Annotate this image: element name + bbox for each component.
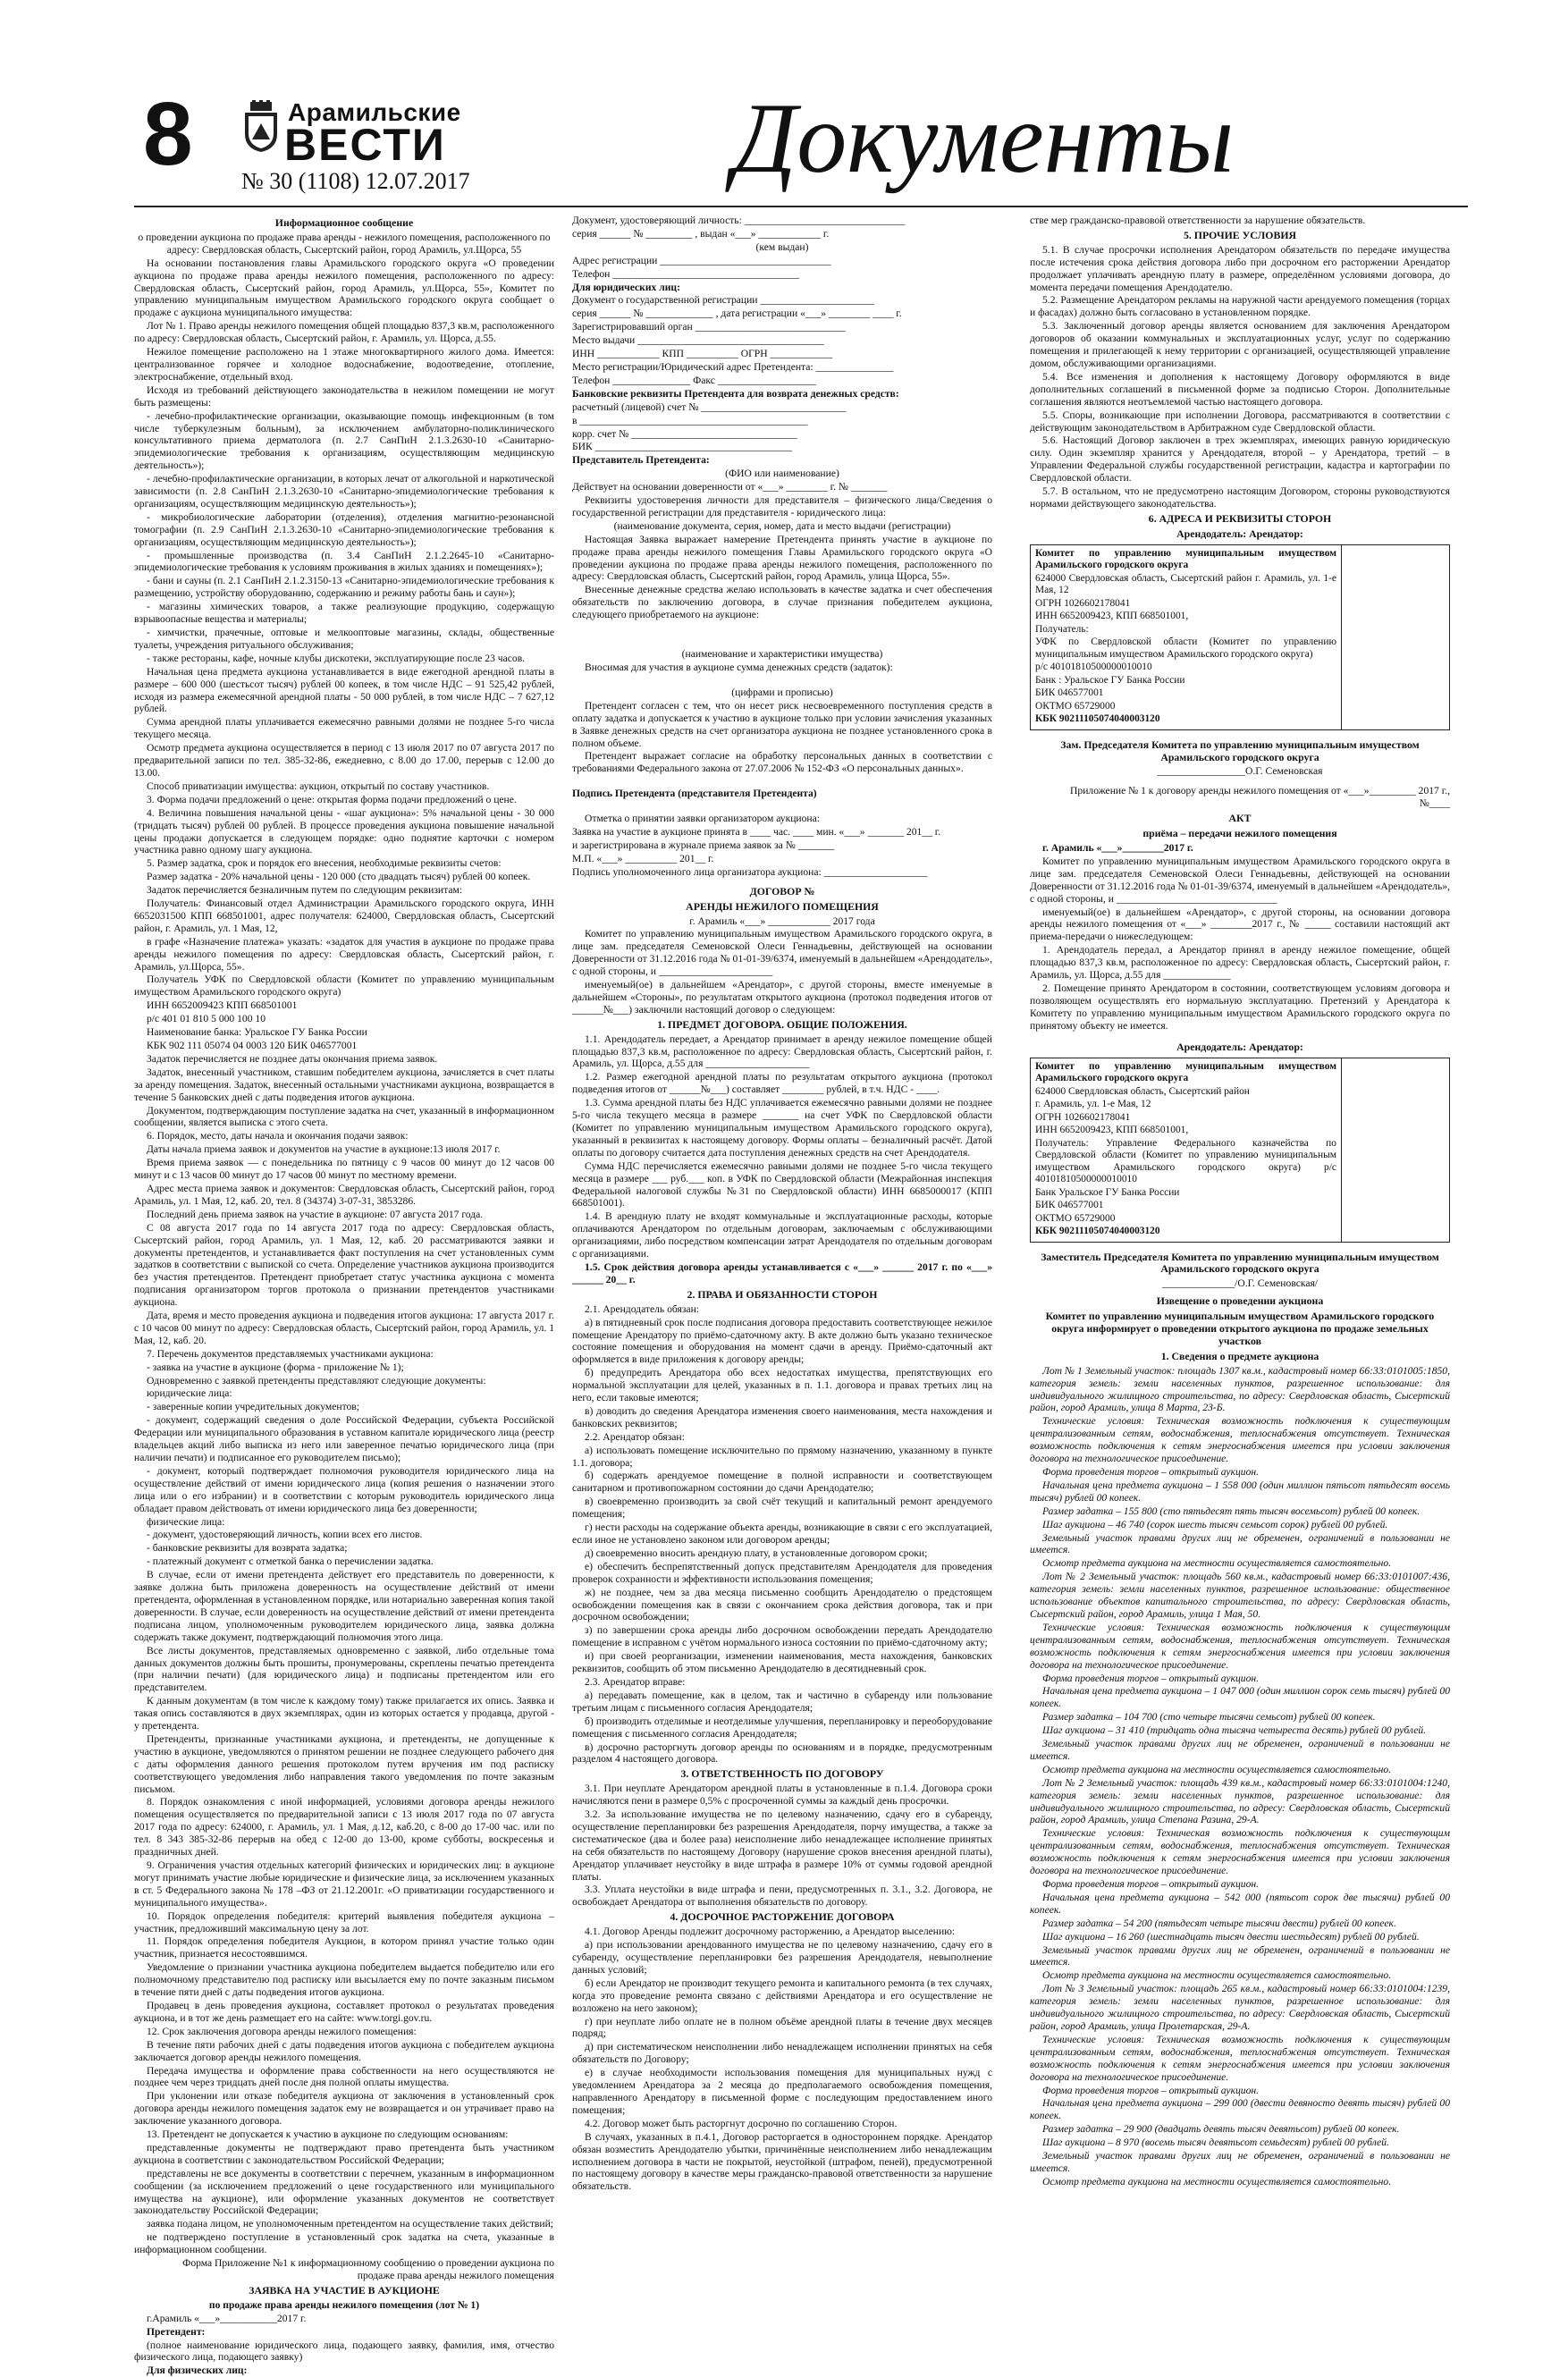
section-heading: 4. ДОСРОЧНОЕ РАСТОРЖЕНИЕ ДОГОВОРА (670, 1910, 895, 1924)
lot-description: Лот № 2 Земельный участок: площадь 560 кв.м., кадастровый номер 66:33:0101007:436, категория земель: земли населенных пунктов, разрешенное использование: общественное использование объектов капитального строительства, по адресу: Свердловская область, Сысертский район, город Арамиль, улица 1 Мая, 50. (1030, 1571, 1450, 1620)
requisite-line: Получатель: (1035, 623, 1089, 635)
paragraph: В случаях, указанных в п.4.1, Договор расторгается в одностороннем порядке. Арендатор обязан возместить Арендодателю убытки, причинённые неисполнением либо ненадлежащим исполнением договора в части не покрытой, неустойкой (штрафом, пеней), предусмотренной по настоящему договору в качестве меры гражданско-правовой ответственности за нарушение обязательств. (572, 2130, 992, 2193)
requisite-line: КБК 90211105074040003120 (1035, 1226, 1160, 1236)
paragraph: - документ, удостоверяющий личность, копии всех его листов. (147, 1529, 423, 1541)
paragraph: - документ, содержащий сведения о доле Российской Федерации, субъекта Российской Федерации или муниципального образования в уставном капитале юридического лица (реестр владельцев акций либо выписка из него или заверенное печатью юридического лица (при наличии печати) и подписанное его руководителем письмо); (134, 1414, 554, 1463)
signatory-title: Зам. Председателя Комитета по управлению муниципальным имуществом Арамильского городского округа (1060, 738, 1420, 763)
brand-name-top: Арамильские (288, 98, 461, 126)
paragraph: 1.1. Арендодатель передает, а Арендатор принимает в аренду нежилое помещение общей площадью 837,3 кв.м, расположенное по адресу: Свердловская область, Сысертский район, г. Арамиль, ул. Щорса, д.55 для ____________________ (572, 1033, 992, 1070)
paragraph: 2.2. Арендатор обязан: (585, 1430, 685, 1443)
paragraph: С 08 августа 2017 года по 14 августа 2017 года по адресу: Свердловская область, Сысертский район, город Арамиль, ул. 1 Мая, 12, каб. 20 рассматриваются заявки и документы претендентов, и устанавливается факт поступления на счет установленных сумм задатков в соответствии с выпиской со счета. Определение участников аукциона производится без участия претендентов. Претендент приобретает статус участника аукциона с момента подписания организатором торгов протокола о признании претендентов участниками аукциона. (134, 1221, 554, 1309)
paragraph: Получатель УФК по Свердловской области (Комитет по управлению муниципальным имуществом Арамильского городского округа) (134, 974, 554, 999)
paragraph: не подтверждено поступление в установленный срок задатка на счета, указанные в информационном сообщении. (134, 2231, 554, 2256)
section-heading: 2. ПРАВА И ОБЯЗАННОСТИ СТОРОН (687, 1287, 878, 1301)
signatory-name: ______________/О.Г. Семеновская/ (1161, 1277, 1319, 1290)
annex-label: Приложение № 1 к договору аренды нежилого помещения от «___»_________ 2017 г., №____ (1070, 785, 1450, 810)
form-date: г.Арамиль «___»___________2017 г. (147, 2312, 307, 2324)
paragraph: 6. Порядок, место, даты начала и окончания подачи заявок: (147, 1130, 409, 1142)
paragraph: Шаг аукциона – 31 410 (тридцать одна тысяча четыреста десять) рублей 00 рублей. (1042, 1724, 1427, 1737)
paragraph: 5.7. В остальном, что не предусмотрено настоящим Договором, стороны руководствуются нормами действующего законодательства. (1030, 485, 1450, 510)
coat-of-arms-icon (241, 100, 281, 154)
paragraph: 2.1. Арендодатель обязан: (585, 1302, 699, 1315)
applicant-label: Претендент: (147, 2325, 206, 2338)
signature-label: Подпись Претендента (представителя Претендента) (572, 788, 817, 800)
paragraph: 5. Размер задатка, срок и порядок его внесения, необходимые реквизиты счетов: (147, 857, 502, 870)
paragraph: В случае, если от имени претендента действует его представитель по доверенности, к заявке должна быть приложена доверенность на осуществление действий от имени претендента, оформленная в установленном порядке, или нотариально заверенная копия такой доверенности. В случае, если доверенность на осуществление действий от имени претендента подписана лицом, уполномоченным руководителем юридического лица, заявка должна содержать также документ, подтверждающий полномочия этого лица. (134, 1569, 554, 1643)
requisite-line: БИК 046577001 (1035, 1200, 1104, 1210)
paragraph: 5.6. Настоящий Договор заключен в трех экземплярах, имеющих равную юридическую силу. Один экземпляр хранится у Арендодателя, второй – у Арендатора, третий – в Управлении Федеральной службы государственной регистрации, кадастра и картографии по Свердловской области. (1030, 434, 1450, 485)
paragraph: Технические условия: Техническая возможность подключения к существующим централизованным сетям, водоснабжения, теплоснабжения отсутствует. Техническая возможность подключения к сетям энергоснабжения имеется при условии заключения договора на технологическое присоединение. (1030, 1415, 1450, 1465)
paragraph: К данным документам (в том числе к каждому тому) также прилагается их опись. Заявка и такая опись составляются в двух экземплярах, один из которых остается у продавца, другой - у претендента. (134, 1695, 554, 1732)
paragraph: 11. Порядок определения победителя Аукцион, в котором принял участие только один участник, признается несостоявшимся. (134, 1935, 554, 1960)
paragraph: ИНН 6652009423 КПП 668501001 (147, 999, 298, 1012)
requisite-line: ОКТМО 65729000 (1035, 1212, 1116, 1224)
paragraph: физические лица: (147, 1515, 225, 1528)
paragraph: именуемый(ое) в дальнейшем «Арендатор», с другой стороны, на основании договора аренды нежилого помещения от «___» ________2017 г., № _____ составили настоящий акт приема-передачи о нижеследующем: (1030, 906, 1450, 943)
requisite-line: г. Арамиль, ул. 1-е Мая, 12 (1035, 1099, 1151, 1109)
paragraph: В течение пяти рабочих дней с даты подведения итогов аукциона с победителем аукциона заключается договор аренды нежилого помещения. (134, 2038, 554, 2063)
paragraph: Нежилое помещение расположено на 1 этаже многоквартирного жилого дома. Имеется: централизованное горячее и холодное водоснабжение, водоотведение, отопление, электроснабжение, отдельный вход. (134, 346, 554, 383)
paragraph: - промышленные производства (п. 3.4 СанПиН 2.1.2.2645-10 «Санитарно-эпидемиологические требования к условиям проживания в жилых зданиях и помещениях»); (134, 549, 554, 574)
paragraph: Сумма НДС перечисляется ежемесячно равными долями не позднее 5-го числа текущего месяца в размере ___ руб.___ коп. в УФК по Свердловской области (Межрайонная инспекция Федеральной налоговой службы №31 по Свердловской области) ИНН 6685000017 (КПП 668501001). (572, 1159, 992, 1210)
form-line: М.П. «___» __________ 201__ г. (572, 852, 714, 864)
paragraph: б) если Арендатор не производит текущего ремонта и капитального ремонта (в тех случаях, когда это проведение ремонта связано с действиями Арендатора и его осуществление не возложено на него законом); (572, 1977, 992, 2014)
paragraph: Комитет по управлению муниципальным имуществом Арамильского городского округа в лице зам. председателя Семеновской Олеси Геннадьевны, действующей на основании Доверенности от 31.12.2016 года № 01-01-39/6374, именуемый в дальнейшем «Арендодатель», с одной стороны, и _______________________________ (1030, 855, 1450, 905)
act-place: г. Арамиль «___»________2017 г. (1042, 842, 1193, 854)
paragraph: в) доводить до сведения Арендатора изменения своего наименования, места нахождения и банковских реквизитов; (572, 1404, 992, 1429)
paragraph: - бани и сауны (п. 2.1 СанПиН 2.1.2.3150-13 «Санитарно-эпидемиологические требования к размещению, устройству оборудованию, содержанию и режиму работы бань и саун»); (134, 575, 554, 600)
requisite-line: ОГРН 1026602178041 (1035, 597, 1131, 609)
form-line: БИК ______________________________________ (572, 441, 792, 453)
requisites-table (1030, 544, 1450, 730)
paragraph: Отметка о принятии заявки организатором аукциона: (585, 813, 820, 825)
paragraph: 5.5. Споры, возникающие при исполнении Договора, рассматриваются в соответствии с действующим законодательством в Арбитражном суде Свердловской области. (1030, 409, 1450, 434)
paragraph: а) в пятидневный срок после подписания договора предоставить соответствующее нежилое помещение Арендатору по приёмо-сдаточному акту. В акте должно быть указано техническое состояние помещения и оборудования на момент сдачи в аренду. Приёмо-сдаточный акт оформляется в виде приложения к договору аренды; (572, 1316, 992, 1366)
paragraph: 10. Порядок определения победителя: критерий выявления победителя аукциона – участник, предложивший максимальную цену за лот. (134, 1909, 554, 1934)
form-line: Место регистрации/Юридический адрес Претендента: _______________ (572, 360, 894, 373)
paragraph: Дата, время и место проведения аукциона и подведения итогов аукциона: 17 августа 2017 г. с 10 часов 00 минут по адресу: Свердловская область, Сысертский район, город Арамиль, ул. 1 Мая, 12, каб. 20. (134, 1310, 554, 1346)
paragraph: е) в случае необходимости использования помещения для муниципальных нужд с уведомлением Арендатора за 2 месяца до предполагаемого освобождения помещения, направленного Арендатору в письменной форме с последующим предоставлением иного помещения; (572, 2067, 992, 2116)
paragraph: а) передавать помещение, как в целом, так и частично в субаренду или пользование третьим лицам с письменного согласия Арендодателя; (572, 1689, 992, 1714)
paragraph: Способ приватизации имущества: аукцион, открытый по составу участников. (147, 780, 490, 792)
form-line: Документ, удостоверяющий личность: _______________________________ (572, 215, 906, 226)
paragraph: б) содержать арендуемое помещение в полной исправности и соответствующем санитарном и противопожарном состоянии до сдачи Арендодателю; (572, 1470, 992, 1495)
paragraph: Земельный участок правами других лиц не обременен, ограничений в пользовании не имеется. (1030, 1943, 1450, 1968)
requisite-line: Банк : Уральское ГУ Банка России (1035, 674, 1185, 686)
form-line: в ____________________________________________ (572, 414, 808, 426)
lessee-requisites (1342, 1058, 1449, 1242)
form-line: ИНН ____________ КПП __________ ОГРН ____________ (572, 348, 833, 360)
notice-lead: Комитет по управлению муниципальным имуществом Арамильского городского округа информирует о проведении открытого аукциона по продаже земельных участков (1045, 1310, 1435, 1347)
form-line: расчетный (лицевой) счет № ____________________________ (572, 400, 847, 413)
requisite-line: БИК 046577001 (1035, 687, 1104, 699)
form-line: Подпись уполномоченного лица организатора аукциона: ____________________ (572, 865, 928, 878)
requisite-line: Банк Уральское ГУ Банка России (1035, 1186, 1180, 1198)
requisite-line: 624000 Свердловская область, Сысертский район г. Арамиль, ул. 1-е Мая, 12 (1035, 572, 1336, 596)
form-line: Зарегистрировавший орган _____________________________ (572, 321, 846, 333)
paragraph: Претендент выражает согласие на обработку персональных данных в соответствии с требованиями Федерального закона от 27.07.2006 № 152-ФЗ «О персональных данных». (572, 750, 992, 775)
requisite-line: р/с 40101810500000010010 (1035, 662, 1152, 673)
form-line: Место выдачи ____________________________________ (572, 334, 824, 347)
paragraph: - платежный документ с отметкой банка о перечислении задатка. (147, 1555, 434, 1568)
lessee-requisites (1342, 545, 1449, 729)
paragraph: Задаток перечисляется безналичным путем по следующим реквизитам: (147, 884, 463, 897)
paragraph: Земельный участок правами других лиц не обременен, ограничений в пользовании не имеется. (1030, 1531, 1450, 1556)
requisites-table (1030, 1058, 1450, 1243)
form-line: Документ о государственной регистрации ______________________ (572, 294, 874, 307)
form-line: и зарегистрирована в журнале приема заявок за № _______ (572, 839, 835, 851)
paragraph: в) своевременно производить за свой счёт текущий и капитальный ремонт арендуемого помещения; (572, 1496, 992, 1521)
paragraph: 5.2. Размещение Арендатором рекламы на наружной части арендуемого помещения (торцах и фасадах) должно быть согласовано в установленном порядке. (1030, 294, 1450, 319)
paragraph: Последний день приема заявок на участие в аукционе: 07 августа 2017 года. (147, 1208, 484, 1220)
paragraph: 3.2. За использование имущества не по целевому назначению, сдачу его в субаренду, осуществление перепланировки без разрешения Арендодателя, порчу имущества, а также за систематическое (два и более раза) неисполнение либо ненадлежащее исполнение принятых на себя обязательств по настоящему Договору (нарушение сроков внесения арендной платы), Арендатор уплачивает неустойку в виде штрафа в размере 10% от суммы годовой арендной платы. (572, 1808, 992, 1883)
signatory-name: _________________О.Г. Семеновская (1157, 765, 1323, 778)
section-heading: 1. ПРЕДМЕТ ДОГОВОРА. ОБЩИЕ ПОЛОЖЕНИЯ. (657, 1017, 907, 1031)
paragraph: б) предупредить Арендатора обо всех недостатках имущества, препятствующих его нормальной эксплуатации для целей, указанных в п. 1.1. договора и правах третьих лиц на него, если таковые имеются; (572, 1367, 992, 1404)
paragraph: Начальная цена предмета аукциона – 542 000 (пятьсот сорок две тысячи) рублей 00 копеек. (1030, 1891, 1450, 1916)
form-line: корр. счет № ________________________________ (572, 427, 797, 440)
act-subtitle: приёма – передачи нежилого помещения (1142, 827, 1337, 840)
paragraph: юридические лица: (147, 1387, 232, 1400)
brand-name-bottom: ВЕСТИ (284, 120, 446, 170)
paragraph: 13. Претендент не допускается к участию в аукционе по следующим основаниям: (147, 2128, 509, 2141)
paragraph: Осмотр предмета аукциона на местности осуществляется самостоятельно. (1042, 2175, 1392, 2187)
form-line: Действует на основании доверенности от «___» ________ г. № _______ (572, 481, 888, 493)
legal-entities-label: Для юридических лиц: (572, 281, 680, 293)
paragraph: 2. Помещение принято Арендатором в состоянии, соответствующем условиям договора и позволяющем осуществлять его нормальную эксплуатацию. Претензий у Арендатора к Комитету по управлению муниципальным имуществом Арамильского городского округа по принятому объекту не имеется. (1030, 982, 1450, 1032)
lessor-requisites (1031, 1058, 1342, 1242)
paragraph: д) своевременно вносить арендную плату, в установленные договором сроки; (585, 1547, 928, 1559)
paragraph: КБК 902 111 05074 04 0003 120 БИК 046577001 (147, 1040, 358, 1051)
paragraph: 1.4. В арендную плату не входят коммунальные и эксплуатационные расходы, которые оплачиваются Арендатором по отдельным договорам, заключаемым с обслуживающими организациями, либо посредством компенсации затрат Арендодателя по отдельным договорам с организациями. (572, 1210, 992, 1260)
paragraph: - химчистки, прачечные, оптовые и мелкооптовые магазины, склады, общественные туалеты, учреждения ритуального обслуживания; (134, 627, 554, 651)
section-heading: 1. Сведения о предмете аукциона (1160, 1349, 1319, 1362)
paragraph: а) при использовании арендованного имущества не по целевому назначению, сдачу его в субаренду, осуществление перепланировки без разрешения Арендодателя, невыполнение данных условий; (572, 1939, 992, 1976)
requisite-line: 624000 Свердловская область, Сысертский район (1035, 1085, 1250, 1097)
form-caption: (наименование и характеристики имущества) (681, 648, 883, 661)
paragraph: 12. Срок заключения договора аренды нежилого помещения: (147, 2025, 417, 2037)
requisite-line: УФК по Свердловской области (Комитет по управлению муниципальным имуществом Арамильского городского округа) (1035, 636, 1336, 660)
paragraph: - лечебно-профилактические организации, оказывающие помощь инфекционным (в том числе туберкулезным больным), за исключением амбулаторно-поликлинического консультативного приема дерматолога (п. 2.7 СанПиН 2.1.3.2630-10 «Санитарно-эпидемиологические требования к организациям, осуществляющим медицинскую деятельность»); (134, 409, 554, 472)
form-line: Заявка на участие в аукционе принята в ____ час. ____ мин. «___» _______ 201__ г. (572, 826, 941, 839)
paragraph: Задаток, внесенный участником, ставшим победителем аукциона, зачисляется в счет платы за аренду помещения. Задаток, внесенный остальными участниками аукциона, возвращается в течение 5 банковских дней с даты подведения итогов аукциона. (134, 1066, 554, 1103)
paragraph: Осмотр предмета аукциона на местности осуществляется самостоятельно. (1042, 1969, 1392, 1982)
column-1 (134, 215, 554, 2377)
column-2 (572, 215, 992, 2195)
paragraph: Размер задатка – 54 200 (пятьдесят четыре тысячи двести) рублей 00 копеек. (1042, 1917, 1396, 1929)
paragraph: е) обеспечить беспрепятственный допуск представителям Арендодателя для проведения проверок сохранности и эффективности использования помещения; (572, 1560, 992, 1585)
paragraph: в графе «Назначение платежа» указать: «задаток для участия в аукционе по продаже права аренды нежилого помещения по адресу: Свердловская область, Сысертский район, г. Арамиль, ул.Щорса, 55». (134, 935, 554, 973)
paragraph: 4.2. Договор может быть расторгнут досрочно по соглашению Сторон. (585, 2117, 898, 2129)
appendix-label: Форма Приложение №1 к информационному сообщению о проведении аукциона по продаже права аренды нежилого помещения (182, 2257, 554, 2281)
paragraph: Размер задатка - 20% начальной цены - 120 000 (сто двадцать тысяч) рублей 00 копеек. (147, 871, 531, 883)
paragraph: - микробиологические лаборатории (отделения), отделения магнитно-резонансной томографии (п. 2.9 СанПиН 2.1.3.2630-10 «Санитарно-эпидемиологические требования к организациям, осуществляющим медицинскую деятельность»); (134, 510, 554, 548)
paragraph: Шаг аукциона – 16 260 (шестнадцать тысяч двести шестьдесят) рублей 00 рублей. (1042, 1930, 1420, 1943)
paragraph: Земельный участок правами других лиц не обременен, ограничений в пользовании не имеется. (1030, 1738, 1450, 1762)
paragraph: стве мер гражданско-правовой ответственности за нарушение обязательств. (1030, 215, 1366, 226)
paragraph: 1.2. Размер ежегодной арендной платы по результатам открытого аукциона (протокол подведения итогов от ______№___) составляет ________ рублей, в т.ч. НДС - ____. (572, 1071, 992, 1096)
notice-subtitle: о проведении аукциона по продаже права аренды - нежилого помещения, расположенного по адресу: Свердловская область, Сысертский район, город Арамиль, ул.Щорса, 55 (138, 231, 551, 256)
paragraph: з) по завершении срока аренды либо досрочном освобождении передать Арендодателю помещение в исправном с учётом нормального износа состоянии по приёмо-сдаточному акту; (572, 1624, 992, 1649)
paragraph: 2.3. Арендатор вправе: (585, 1675, 686, 1688)
paragraph: 5.4. Все изменения и дополнения к настоящему Договору оформляются в виде дополнительных соглашений в письменной форме за подписью Сторон. Дополнительные соглашения являются неотъемлемой частью настоящего договора. (1030, 370, 1450, 408)
paragraph: ж) не позднее, чем за два месяца письменно сообщить Арендодателю о предстоящем освобождении помещения как в связи с окончанием срока действия договора, так и при досрочном освобождении; (572, 1586, 992, 1623)
signatory-title: Заместитель Председателя Комитета по управлению муниципальным имуществом Арамильского городского округа (1041, 1250, 1439, 1276)
paragraph: 5.3. Заключенный договор аренды является основанием для заключения Арендатором договоров об оказании коммунальных и эксплуатационных услуг, услуг по содержанию помещения и прилегающей к нему территории с организацией, осуществляющей управление домом, обслуживающими организациями. (1030, 320, 1450, 369)
requisite-line: ОГРН 1026602178041 (1035, 1111, 1131, 1123)
contract-place: г. Арамиль «___» ____________ 2017 года (689, 915, 875, 927)
section-heading: 6. АДРЕСА И РЕКВИЗИТЫ СТОРОН (1148, 511, 1332, 525)
masthead (134, 83, 1511, 201)
paragraph: 1.3. Сумма арендной платы без НДС уплачивается ежемесячно равными долями не позднее 5-го числа текущего месяца в размере _______ на счет УФК по Свердловской области (Комитет по управлению муниципальным имуществом Арамильского городского округа), указанный в реквизитах к настоящему договору. Формы оплаты – безналичный расчёт. Датой оплаты по договору считается дата поступления денежных средств на счет Арендодателя. (572, 1097, 992, 1159)
paragraph: На основании постановления главы Арамильского городского округа «О проведении аукциона по продаже права аренды нежилого помещения, расположенного по адресу: Свердловская область, Сысертский район, город Арамиль, ул.Щорса, 55», Комитет по управлению муниципальным имуществом Арамильского городского округа сообщает о продаже с аукциона муниципального имущества: (134, 257, 554, 319)
paragraph: 3.1. При неуплате Арендатором арендной платы в установленные в п.1.4. Договора сроки начисляются пени в размере 0,5% с просроченной суммы за каждый день просрочки. (572, 1783, 992, 1808)
paragraph: 1. Арендодатель передал, а Арендатор принял в аренду нежилое помещение, общей площадью 837,3 кв.м, расположенное по адресу: Свердловская область, Сысертский район, г. Арамиль, ул. Щорса, д.55 для _____________ (1030, 944, 1450, 982)
parties-label: Арендодатель: Арендатор: (1176, 1040, 1303, 1053)
requisite-line: ОКТМО 65729000 (1035, 700, 1116, 712)
paragraph: Технические условия: Техническая возможность подключения к существующим централизованным сетям, водоснабжения, теплоснабжения отсутствует. Техническая возможность подключения к сетям энергоснабжения имеется при условии заключения договора на технологическое присоединение. (1030, 1827, 1450, 1877)
contract-subtitle: АРЕНДЫ НЕЖИЛОГО ПОМЕЩЕНИЯ (686, 899, 879, 913)
paragraph: Размер задатка – 29 900 (двадцать девять тысяч девятьсот) рублей 00 копеек. (1042, 2123, 1400, 2136)
paragraph: Настоящая Заявка выражает намерение Претендента принять участие в аукционе по продаже права аренды нежилого помещения Главы Арамильского городского округа «О проведении аукциона по продаже права аренды нежилого помещения, расположенного по адресу: Свердловская область, Сысертский район, город Арамиль, улица Щорса, 55». (572, 533, 992, 583)
paragraph: Продавец в день проведения аукциона, составляет протокол о результатах проведения аукциона, и в тот же день размещает его на сайте: www.torgi.gov.ru. (134, 1999, 554, 2024)
paragraph: Шаг аукциона – 8 970 (восемь тысяч девятьсот семьдесят) рублей 00 рублей. (1042, 2137, 1389, 2149)
paragraph: Размер задатка – 155 800 (сто пятьдесят пять тысяч восемьсот) рублей 00 копеек. (1042, 1505, 1420, 1517)
paragraph: в) досрочно расторгнуть договор аренды по основаниям и в порядке, предусмотренным разделом 4 настоящего договора. (572, 1741, 992, 1766)
paragraph: представлены не все документы в соответствии с перечнем, указанным в информационном сообщении (за исключением предложений о цене государственного или муниципального имущества на аукционе), или оформление указанных документов не соответствует законодательству Российской Федерации; (134, 2167, 554, 2217)
form-line: серия ______ № _____________ , дата регистрации «___» ________ ____ г. (572, 308, 902, 320)
paragraph: Реквизиты удостоверения личности для представителя – физического лица/Сведения о государственной регистрации для представителя - юридического лица: (572, 494, 992, 518)
notice-title: Извещение о проведении аукциона (1156, 1294, 1324, 1308)
requisite-line: ИНН 6652009423, КПП 668501001, (1035, 611, 1189, 622)
paragraph: Время приема заявок — с понедельника по пятницу с 9 часов 00 минут до 12 часов 00 минут и с 13 часов 00 минут до 17 часов 00 минут по местному времени. (134, 1157, 554, 1182)
paragraph: 8. Порядок ознакомления с иной информацией, условиями договора аренды нежилого помещения осуществляется по предварительной записи с 13 июля 2017 года по 07 августа 2017 года по адресу: 624000, г. Арамиль, ул. 1 Мая, д.12, каб.20, с 8-00 до 17-00 час. или по тел. 8 343 385-32-86 перерыв на обед с 12-00 до 13-00, кроме субботы, воскресенья и праздничных дней. (134, 1796, 554, 1859)
form-caption: (кем выдан) (755, 240, 809, 253)
paragraph: Комитет по управлению муниципальным имуществом Арамильского городского округа, в лице зам. председателя Семеновской Олеси Геннадьевны, действующей на основании Доверенности от 31.12.2016 года № 01-01-39/6374, именуемый в дальнейшем «Арендодатель», с одной стороны, и ______________________ (572, 928, 992, 978)
section-heading: 3. ОТВЕТСТВЕННОСТЬ ПО ДОГОВОРУ (680, 1767, 884, 1781)
lot-description: Лот № 1 Земельный участок: площадь 1307 кв.м., кадастровый номер 66:33:0101005:1850, категория земель: земли населенных пунктов, разрешенное использование: для индивидуального жилищного строительства, по адресу: Свердловская область, Сысертский район, город Арамиль, улица 8 Марта, 23-Б. (1030, 1364, 1450, 1414)
paragraph: Исходя из требований действующего законодательства в нежилом помещении не могут быть размещены: (134, 384, 554, 409)
lot-description: Лот № 3 Земельный участок: площадь 265 кв.м., кадастровый номер 66:33:0101004:1239, категория земель: земли населенных пунктов, разрешенное использование: для индивидуального жилищного строительства, по адресу: Свердловская область, Сысертский район, город Арамиль, улица Пролетарская, 29-А. (1030, 1983, 1450, 2032)
individuals-label: Для физических лиц: (147, 2364, 248, 2377)
paragraph: Вносимая для участия в аукционе сумма денежных средств (задаток): (585, 662, 893, 673)
issue-number: № 30 (1108) 12.07.2017 (241, 168, 470, 194)
paragraph: 5.1. В случае просрочки исполнения Арендатором обязательств по передаче имущества после истечения срока действия договора либо при досрочном его расторжении Арендатор продолжает уплачивать арендную плату в размере, определённом условиями договора, до момента передачи помещения Арендодателю. (1030, 243, 1450, 293)
paragraph: д) при систематическом неисполнении либо ненадлежащем исполнении принятых на себя обязательств по Договору; (572, 2041, 992, 2066)
paragraph: Технические условия: Техническая возможность подключения к существующим централизованным сетям, водоснабжения, теплоснабжения отсутствует. Техническая возможность подключения к сетям энергоснабжения имеется при условии заключения договора на технологическое присоединение. (1030, 2033, 1450, 2083)
section-heading: 5. ПРОЧИЕ УСЛОВИЯ (1183, 228, 1297, 241)
paragraph: заявка подана лицом, не уполномоченным претендентом на осуществление таких действий; (147, 2218, 553, 2230)
paragraph: Начальная цена предмета аукциона – 1 047 000 (один миллион сорок семь тысяч) рублей 00 копеек. (1030, 1685, 1450, 1710)
paragraph: 1.5. Срок действия договора аренды устанавливается с «___» ______ 2017 г. по «___» ______ 20__ г. (572, 1260, 992, 1285)
paragraph: - лечебно-профилактические организации, в которых лечат от алкогольной и наркотической зависимости (п. 2.8 СанПиН 2.1.3.2630-10 «Санитарно-эпидемиологические требования к организациям, осуществляющим медицинскую деятельность»); (134, 473, 554, 510)
form-caption: (наименование документа, серия, номер, дата и место выдачи (регистрации) (613, 519, 951, 532)
paragraph: Начальная цена предмета аукциона устанавливается в виде ежегодной арендной платы в размере – 600 000 (шестьсот тысяч) рублей 00 копеек, в том числе НДС – 91 525,42 рублей, исходя из размера ежемесячной арендной платы - 50 000 рублей, в том числе НДС – 7 627,12 рублей. (134, 665, 554, 715)
paragraph: Передача имущества и оформление права собственности на него осуществляются не позднее чем через тридцать дней после дня полной оплаты имущества. (134, 2064, 554, 2089)
act-title: АКТ (1228, 812, 1252, 825)
paragraph: Осмотр предмета аукциона осуществляется в период с 13 июля 2017 по 07 августа 2017 по предварительной записи по тел. 385-32-86, ежедневно, с 8.00 до 17.00, перерыв с 12.00 до 13.00. (134, 742, 554, 779)
paragraph: Сумма арендной платы уплачивается ежемесячно равными долями не позднее 5-го числа текущего месяца. (134, 716, 554, 741)
paragraph: Лот № 1. Право аренды нежилого помещения общей площадью 837,3 кв.м, расположенного по адресу: Свердловская область, Сысертский район, г. Арамиль, ул. Щорса, д.55. (134, 320, 554, 345)
parties-label: Арендодатель: Арендатор: (1176, 527, 1303, 540)
paragraph: Задаток перечисляется не позднее даты окончания приема заявок. (147, 1052, 438, 1065)
representative-label: Представитель Претендента: (572, 454, 710, 467)
paragraph: Осмотр предмета аукциона на местности осуществляется самостоятельно. (1042, 1557, 1392, 1570)
paragraph: 3.3. Уплата неустойки в виде штрафа и пени, предусмотренных п. 3.1., 3.2. Договора, не освобождает Арендатора от выполнения обязательств по договору. (572, 1884, 992, 1909)
paragraph: Осмотр предмета аукциона на местности осуществляется самостоятельно. (1042, 1763, 1392, 1775)
requisite-line: Комитет по управлению муниципальным имуществом Арамильского городского округа (1035, 547, 1336, 571)
paragraph: 3. Форма подачи предложений о цене: открытая форма подачи предложений о цене. (147, 793, 517, 805)
paragraph: Получатель: Финансовый отдел Администрации Арамильского городского округа, ИНН 6652031500 КПП 668501001, адрес получателя: 624000, Свердловская область, Сысертский район, г. Арамиль, ул. 1 Мая, 12, (134, 898, 554, 934)
paragraph: р/с 401 01 810 5 000 100 10 (147, 1013, 266, 1025)
lessor-requisites (1031, 545, 1342, 729)
paragraph: Наименование банка: Уральское ГУ Банка России (147, 1026, 367, 1039)
paragraph: 4.1. Договор Аренды подлежит досрочному расторжению, а Арендатор выселению: (585, 1926, 956, 1938)
paragraph: 4. Величина повышения начальной цены - «шаг аукциона»: 5% начальной цены - 30 000 (тридцать тысяч) рублей 00 рублей. В процессе проведения аукциона повышение начальной цены продажи допускается в следующем порядке: одно поднятие карточки с номером участника равно одному шагу аукциона. (134, 806, 554, 856)
paragraph: Форма проведения торгов – открытый аукцион. (1042, 1672, 1260, 1684)
paragraph: Технические условия: Техническая возможность подключения к существующим централизованным сетям, водоснабжения, теплоснабжения отсутствует. Техническая возможность подключения к сетям энергоснабжения имеется при условии заключения договора на технологическое присоединение. (1030, 1621, 1450, 1671)
paragraph: и) при своей реорганизации, изменении наименования, места нахождения, банковских реквизитов, сообщить об этом письменно Арендодателю в десятидневный срок. (572, 1650, 992, 1675)
masthead-divider (134, 206, 1468, 207)
paragraph: 7. Перечень документов представляемых участниками аукциона: (147, 1347, 434, 1360)
form-line: Телефон ____________________________________ (572, 267, 799, 280)
paragraph: г) нести расходы на содержание объекта аренды, возникающие в связи с его эксплуатацией, если иное не установлено законом или договором аренды; (572, 1521, 992, 1546)
applicant-note: (полное наименование юридического лица, подающего заявку, фамилия, имя, отчество физического лица, подающего заявку) (134, 2339, 554, 2364)
paragraph: Адрес места приема заявок и документов: Свердловская область, Сысертский район, город Арамиль, ул. 1 Мая, 12, каб. 20, тел. 8 (34374) 3-07-31, 3853286. (134, 1182, 554, 1207)
paragraph: именуемый(ое) в дальнейшем «Арендатор», с другой стороны, вместе именуемые в дальнейшем «Стороны», по результатам открытого аукциона (протокол подведения итогов от ______№___) заключили настоящий договор о следующем: (572, 979, 992, 1016)
form-subtitle: по продаже права аренды нежилого помещения (лот № 1) (208, 2298, 480, 2311)
bank-details-label: Банковские реквизиты Претендента для возврата денежных средств: (572, 387, 899, 400)
paragraph: Шаг аукциона – 46 740 (сорок шесть тысяч семьсот сорок) рублей 00 рублей. (1042, 1518, 1388, 1530)
paragraph: Претендент согласен с тем, что он несет риск несвоевременного поступления средств в оплату задатка и допускается к участию в аукционе только при условии зачисления указанных в Заявке денежных средств на счет организатора аукциона не позднее установленного срока в полном объеме. (572, 699, 992, 749)
paragraph: г) при неуплате либо оплате не в полном объёме арендной платы в течение двух месяцев подряд; (572, 2015, 992, 2040)
paragraph: Даты начала приема заявок и документов на участие в аукционе:13 июля 2017 г. (147, 1143, 501, 1156)
paragraph: - банковские реквизиты для возврата задатка; (147, 1542, 348, 1555)
paragraph: 9. Ограничения участия отдельных категорий физических и юридических лиц: в аукционе могут принимать участие любые юридические и физические лица, за исключением указанных в ст. 5 Федерального закона № 178 –ФЗ от 21.12.2001г. «О приватизации государственного и муниципального имущества». (134, 1859, 554, 1909)
paragraph: Форма проведения торгов – открытый аукцион. (1042, 1466, 1260, 1478)
paragraph: - заявка на участие в аукционе (форма - приложение № 1); (147, 1361, 404, 1373)
form-line: серия ______ № _________ , выдан «___» ____________ г. (572, 227, 830, 240)
paragraph: Одновременно с заявкой претенденты представляют следующие документы: (147, 1374, 486, 1387)
form-caption: (ФИО или наименование) (725, 468, 839, 480)
requisite-line: ИНН 6652009423, КПП 668501001, (1035, 1125, 1189, 1135)
form-line: Телефон _______________ Факс ___________________ (572, 374, 816, 386)
requisite-line: Комитет по управлению муниципальным имуществом Арамильского городского округа (1035, 1060, 1336, 1083)
paragraph: Начальная цена предмета аукциона – 1 558 000 (один миллион пятьсот пятьдесят восемь тысяч) рублей 00 копеек. (1030, 1479, 1450, 1504)
requisite-line: КБК 90211105074040003120 (1035, 713, 1160, 725)
paragraph: - также рестораны, кафе, ночные клубы дискотеки, эксплуатирующие после 23 часов. (147, 652, 526, 664)
paragraph: - заверенные копии учредительных документов; (147, 1401, 359, 1413)
paragraph: Земельный участок правами других лиц не обременен, ограничений в пользовании не имеется. (1030, 2150, 1450, 2174)
paragraph: б) производить отделимые и неотделимые улучшения, перепланировку и переоборудование помещения с письменного согласия Арендодателя; (572, 1715, 992, 1740)
requisite-line: Получатель: Управление Федерального казначейства по Свердловской области (Комитет по управлению муниципальным имуществом Арамильского городского округа) р/с 40101810500000010010 (1035, 1137, 1336, 1184)
lot-description: Лот № 2 Земельный участок: площадь 439 кв.м., кадастровый номер 66:33:0101004:1240, категория земель: земли населенных пунктов, разрешенное использование: для индивидуального жилищного строительства, по адресу: Свердловская область, Сысертский район, город Арамиль, улица Степана Разина, 29-А. (1030, 1776, 1450, 1826)
paragraph: Форма проведения торгов – открытый аукцион. (1042, 2084, 1260, 2096)
paragraph: - документ, который подтверждает полномочия руководителя юридического лица на осуществление действий от имени юридического лица (копия решения о назначении этого лица или о его избрании) и в соответствии с которым руководитель юридического лица обладает правом действовать от имени юридического лица без доверенности; (134, 1464, 554, 1514)
paragraph: - магазины химических товаров, а также реализующие продукцию, содержащую взрывоопасные вещества и материалы; (134, 601, 554, 626)
form-line: Адрес регистрации _________________________________ (572, 254, 831, 266)
paragraph: а) использовать помещение исключительно по прямому назначению, указанному в пункте 1.1. договора; (572, 1444, 992, 1469)
paragraph: Претенденты, признанные участниками аукциона, и претенденты, не допущенные к участию в аукционе, уведомляются о принятом решении не позднее следующего рабочего дня с даты оформления данного решения протоколом путем вручения им под расписку соответствующего уведомления либо направления такого уведомления по почте заказным письмом. (134, 1732, 554, 1795)
paragraph: Размер задатка – 104 700 (сто четыре тысячи семьсот) рублей 00 копеек. (1042, 1711, 1376, 1724)
paragraph: Все листы документов, представляемых одновременно с заявкой, либо отдельные тома данных документов должны быть прошиты, пронумерованы, скреплены печатью претендента (при наличии печати) (для юридического лица) и подписаны претендентом или его представителем. (134, 1644, 554, 1694)
paragraph: Внесенные денежные средства желаю использовать в качестве задатка и счет обеспечения обязательств по заключению договора, в случае признания победителем аукциона, следующего приобретаемого на аукционе: (572, 584, 992, 621)
section-title: Документы (733, 83, 1235, 194)
paragraph: При уклонении или отказе победителя аукциона от заключения в установленный срок договора аренды нежилого помещения задаток ему не возвращается и он утрачивает право на заключение указанного договора. (134, 2090, 554, 2128)
form-caption: (цифрами и прописью) (731, 686, 833, 698)
paragraph: Уведомление о признании участника аукциона победителем выдается победителю или его полномочному представителю под расписку или высылается ему по почте заказным письмом в течение пяти дней с даты подведения итогов аукциона. (134, 1961, 554, 1999)
column-3 (1030, 215, 1450, 2195)
paragraph: Начальная цена предмета аукциона – 299 000 (двести девяносто девять тысяч) рублей 00 копеек. (1030, 2097, 1450, 2122)
form-title: ЗАЯВКА НА УЧАСТИЕ В АУКЦИОНЕ (249, 2283, 440, 2297)
notice-title: Информационное сообщение (274, 216, 414, 229)
contract-title: ДОГОВОР № (749, 884, 815, 898)
paragraph: Форма проведения торгов – открытый аукцион. (1042, 1878, 1260, 1890)
paragraph: Документом, подтверждающим поступление задатка на счет, указанный в информационном сообщении, является выписка с этого счета. (134, 1104, 554, 1129)
paragraph: представленные документы не подтверждают право претендента быть участником аукциона в соответствии с законодательством Российской Федерации; (134, 2141, 554, 2166)
page-number: 8 (143, 84, 193, 184)
